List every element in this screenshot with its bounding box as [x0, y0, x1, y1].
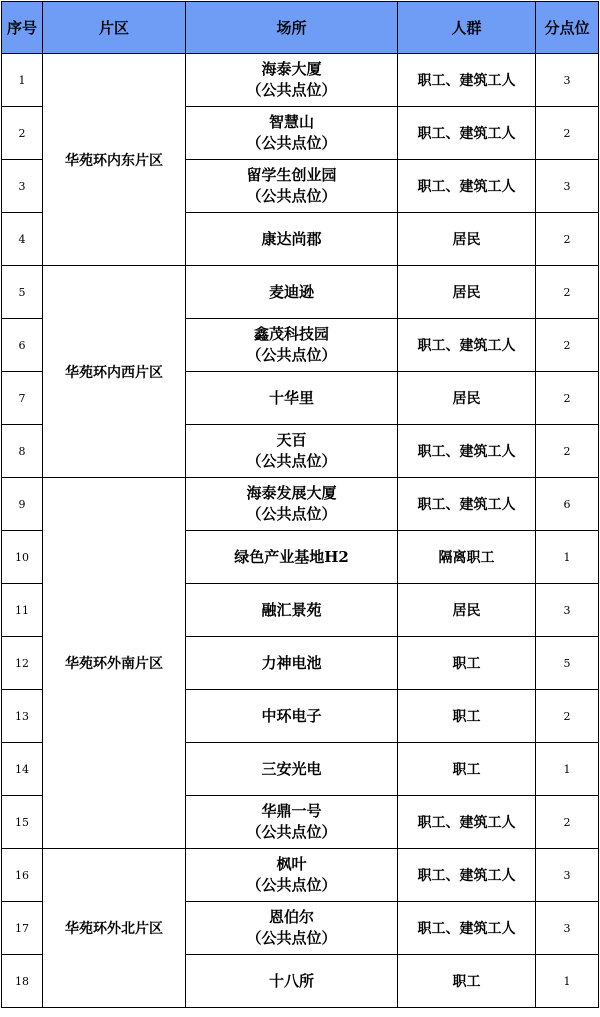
place-note: （公共点位）: [246, 187, 337, 205]
cell-no: 14: [2, 743, 43, 796]
cell-no: 12: [2, 637, 43, 690]
cell-group: 职工: [398, 955, 536, 1008]
cell-group: 职工: [398, 690, 536, 743]
place-name: 恩伯尔: [268, 908, 314, 926]
cell-count: 2: [536, 372, 599, 425]
cell-area: 华苑环内东片区: [43, 54, 186, 266]
place-name: 绿色产业基地H2: [234, 547, 349, 566]
cell-count: 6: [536, 478, 599, 531]
cell-place: [186, 743, 398, 796]
place-name: 智慧山: [268, 113, 314, 131]
place-name: 麦迪逊: [268, 282, 314, 301]
place-note: （公共点位）: [246, 929, 337, 947]
sampling-sites-table: [1, 1, 599, 1008]
place-name: 海泰发展大厦: [246, 484, 337, 502]
cell-place: [186, 107, 398, 160]
cell-no: 6: [2, 319, 43, 372]
cell-no: 1: [2, 54, 43, 107]
place-name: 力神电池: [261, 653, 322, 672]
cell-group: 职工、建筑工人: [398, 54, 536, 107]
cell-count: 2: [536, 266, 599, 319]
cell-place: [186, 319, 398, 372]
place-note: （公共点位）: [246, 346, 337, 364]
cell-group: 职工、建筑工人: [398, 425, 536, 478]
cell-place: [186, 690, 398, 743]
place-name: 海泰大厦: [261, 60, 322, 78]
cell-group: 居民: [398, 266, 536, 319]
cell-count: 2: [536, 319, 599, 372]
cell-group: 职工、建筑工人: [398, 107, 536, 160]
cell-group: 职工、建筑工人: [398, 319, 536, 372]
cell-no: 17: [2, 902, 43, 955]
place-note: （公共点位）: [246, 452, 337, 470]
place-note: （公共点位）: [246, 505, 337, 523]
cell-place: [186, 955, 398, 1008]
cell-no: 13: [2, 690, 43, 743]
cell-group: 职工、建筑工人: [398, 796, 536, 849]
cell-count: 1: [536, 743, 599, 796]
cell-place: [186, 902, 398, 955]
cell-count: 2: [536, 213, 599, 266]
cell-count: 3: [536, 584, 599, 637]
place-note: （公共点位）: [246, 876, 337, 894]
cell-no: 9: [2, 478, 43, 531]
cell-place: [186, 54, 398, 107]
place-name: 十华里: [268, 388, 314, 407]
header-count: 分点位: [536, 2, 599, 54]
place-name: 十八所: [268, 971, 314, 990]
place-name: 康达尚郡: [261, 229, 322, 248]
cell-place: [186, 213, 398, 266]
place-name: 天百: [276, 431, 307, 449]
header-group: 人群: [398, 2, 536, 54]
cell-no: 16: [2, 849, 43, 902]
cell-count: 1: [536, 531, 599, 584]
header-row: [2, 2, 599, 54]
place-note: （公共点位）: [246, 81, 337, 99]
cell-count: 3: [536, 849, 599, 902]
cell-no: 15: [2, 796, 43, 849]
place-name: 三安光电: [261, 759, 322, 778]
cell-count: 2: [536, 690, 599, 743]
cell-group: 居民: [398, 372, 536, 425]
place-name: 中环电子: [261, 706, 322, 725]
cell-group: 居民: [398, 584, 536, 637]
cell-place: [186, 160, 398, 213]
table-row: [2, 54, 599, 107]
cell-no: 5: [2, 266, 43, 319]
cell-group: 职工、建筑工人: [398, 478, 536, 531]
cell-place: [186, 796, 398, 849]
cell-place: [186, 637, 398, 690]
cell-no: 8: [2, 425, 43, 478]
table-row: [2, 849, 599, 902]
cell-no: 4: [2, 213, 43, 266]
cell-no: 2: [2, 107, 43, 160]
cell-area: 华苑环外南片区: [43, 478, 186, 849]
cell-place: [186, 425, 398, 478]
place-note: （公共点位）: [246, 134, 337, 152]
place-name: 鑫茂科技园: [253, 325, 329, 343]
cell-place: [186, 266, 398, 319]
cell-place: [186, 584, 398, 637]
cell-place: [186, 531, 398, 584]
cell-no: 10: [2, 531, 43, 584]
cell-count: 1: [536, 955, 599, 1008]
cell-group: 职工、建筑工人: [398, 902, 536, 955]
cell-group: 职工: [398, 743, 536, 796]
cell-no: 7: [2, 372, 43, 425]
place-note: （公共点位）: [246, 823, 337, 841]
cell-area: 华苑环外北片区: [43, 849, 186, 1008]
cell-group: 职工: [398, 637, 536, 690]
place-name: 留学生创业园: [246, 166, 337, 184]
cell-count: 2: [536, 425, 599, 478]
cell-group: 职工、建筑工人: [398, 849, 536, 902]
cell-group: 隔离职工: [398, 531, 536, 584]
cell-count: 3: [536, 160, 599, 213]
cell-group: 职工、建筑工人: [398, 160, 536, 213]
cell-group: 居民: [398, 213, 536, 266]
cell-count: 3: [536, 54, 599, 107]
place-name: 华鼎一号: [261, 802, 322, 820]
cell-count: 3: [536, 902, 599, 955]
table-row: [2, 478, 599, 531]
header-place: 场所: [186, 2, 398, 54]
cell-no: 11: [2, 584, 43, 637]
header-area: 片区: [43, 2, 186, 54]
table-row: [2, 266, 599, 319]
cell-no: 18: [2, 955, 43, 1008]
cell-place: [186, 478, 398, 531]
header-no: 序号: [2, 2, 43, 54]
cell-place: [186, 849, 398, 902]
cell-area: 华苑环内西片区: [43, 266, 186, 478]
place-name: 枫叶: [276, 855, 307, 873]
cell-count: 2: [536, 796, 599, 849]
place-name: 融汇景苑: [261, 600, 322, 619]
cell-count: 2: [536, 107, 599, 160]
cell-place: [186, 372, 398, 425]
cell-no: 3: [2, 160, 43, 213]
cell-count: 5: [536, 637, 599, 690]
